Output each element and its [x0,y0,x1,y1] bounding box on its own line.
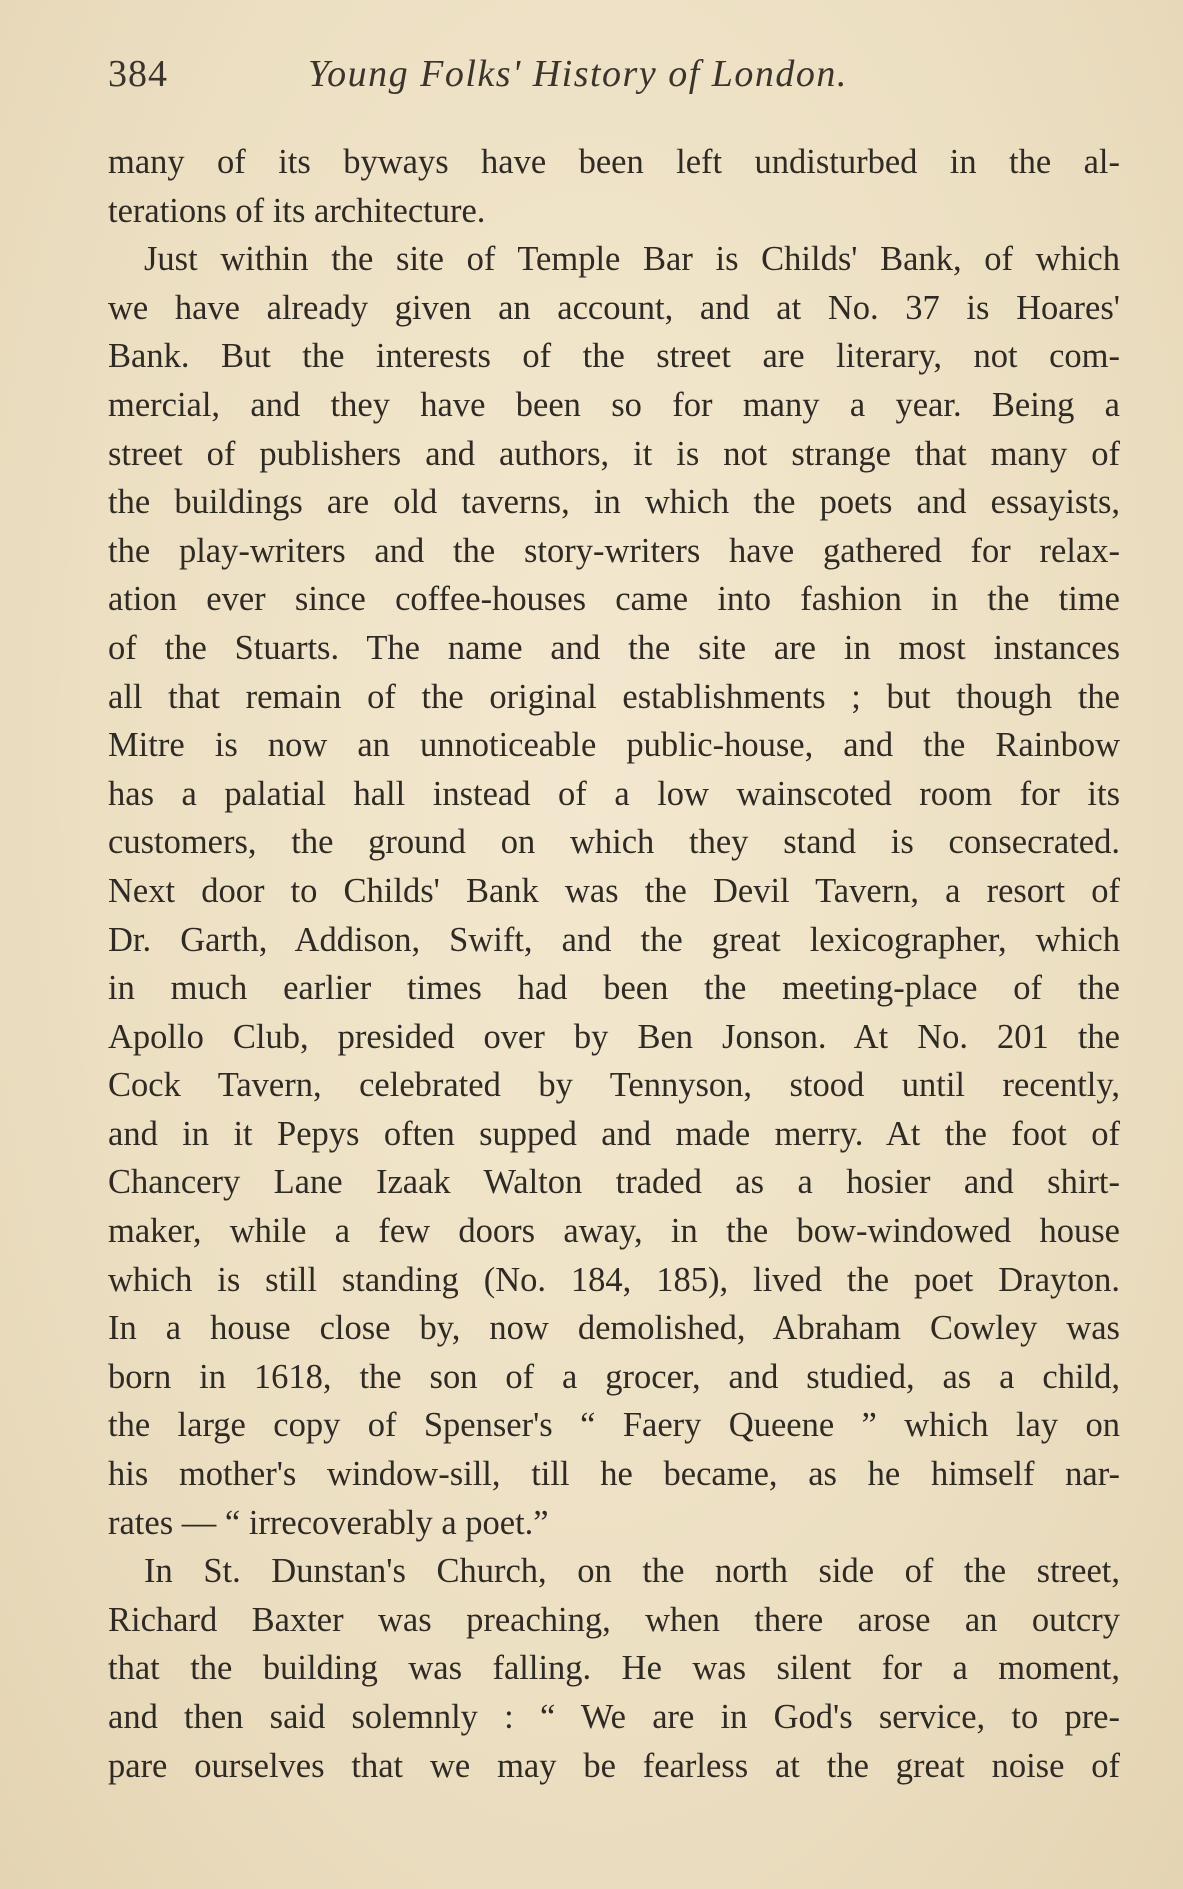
text-line: we have already given an account, and at No. 37 is Hoares' [108,288,1120,327]
text-line: street of publishers and authors, it is not strange that many of [108,434,1120,473]
text-line: the buildings are old taverns, in which the poets and essayists, [108,483,1120,522]
text-line: has a palatial hall instead of a low wainscoted room for its [108,774,1120,813]
text-line: Dr. Garth, Addison, Swift, and the great lexicographer, which [108,920,1120,959]
text-line: Next door to Childs' Bank was the Devil Tavern, a resort of [108,871,1120,910]
text-line: and in it Pepys often supped and made merry. At the foot of [108,1114,1120,1153]
text-line: the large copy of Spenser's “ Faery Queene ” which lay on [108,1406,1120,1445]
text-line: Apollo Club, presided over by Ben Jonson. At No. 201 the [108,1017,1120,1056]
text-line: Just within the site of Temple Bar is Childs' Bank, of which [144,240,1120,279]
text-line: Bank. But the interests of the street are literary, not com- [108,337,1120,376]
text-line: which is still standing (No. 184, 185), lived the poet Drayton. [108,1260,1120,1299]
text-line: In a house close by, now demolished, Abraham Cowley was [108,1309,1120,1348]
text-line: his mother's window-sill, till he became, as he himself nar- [108,1455,1120,1494]
text-line: maker, while a few doors away, in the bow-windowed house [108,1212,1120,1251]
text-line: all that remain of the original establishments ; but though the [108,677,1120,716]
page-number: 384 [108,53,168,95]
text-line: terations of its architecture. [108,191,486,230]
text-line: rates — “ irrecoverably a poet.” [108,1503,549,1542]
text-line: that the building was falling. He was silent for a moment, [108,1649,1120,1688]
text-line: Chancery Lane Izaak Walton traded as a hosier and shirt- [108,1163,1120,1202]
text-line: pare ourselves that we may be fearless at the great noise of [108,1746,1120,1785]
text-line: and then said solemnly : “ We are in God's service, to pre- [108,1698,1120,1736]
page-header [108,52,1038,112]
text-line: the play-writers and the story-writers have gathered for relax- [108,531,1120,570]
running-title: Young Folks' History of London. [308,53,848,95]
text-line: of the Stuarts. The name and the site are in most instances [108,628,1120,667]
text-line: ation ever since coffee-houses came into fashion in the time [108,580,1120,619]
text-line: customers, the ground on which they stand is consecrated. [108,823,1120,862]
text-line: in much earlier times had been the meeting-place of the [108,969,1120,1008]
body-text [108,138,1120,1790]
text-line: Cock Tavern, celebrated by Tennyson, stood until recently, [108,1066,1120,1105]
text-line: In St. Dunstan's Church, on the north side of the street, [144,1552,1120,1591]
text-line: born in 1618, the son of a grocer, and studied, as a child, [108,1357,1120,1396]
text-line: many of its byways have been left undisturbed in the al- [108,143,1120,181]
text-line: Mitre is now an unnoticeable public-house, and the Rainbow [108,726,1120,765]
text-line: Richard Baxter was preaching, when there arose an outcry [108,1600,1120,1639]
text-line: mercial, and they have been so for many a year. Being a [108,385,1120,424]
